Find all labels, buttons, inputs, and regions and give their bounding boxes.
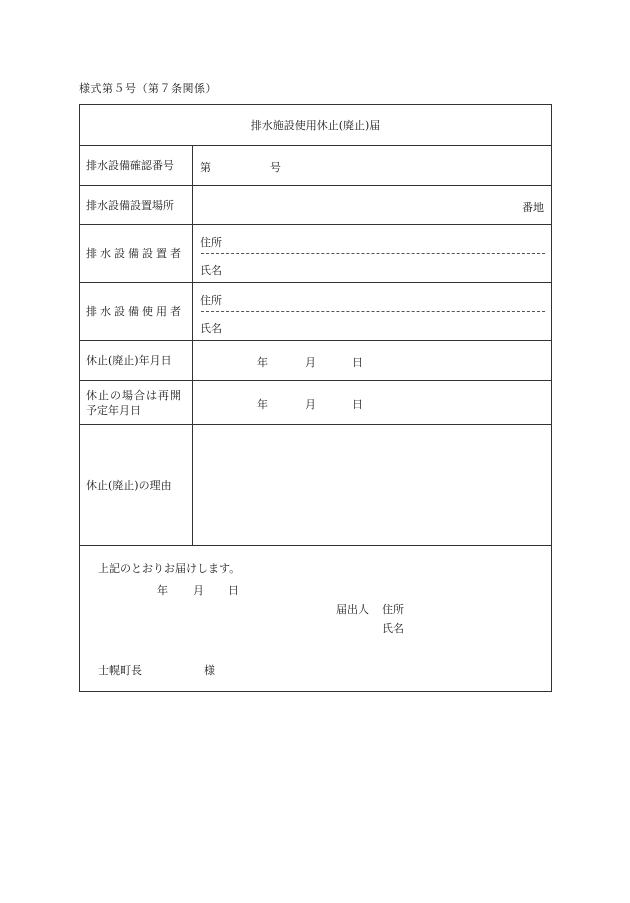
confirmation-number-prefix: 第 [200,161,211,174]
reopen-day: 日 [352,398,363,411]
reopen-year: 年 [257,398,268,411]
suspension-date-row [80,341,551,381]
notice-block [80,546,551,691]
confirmation-number-suffix: 号 [270,161,281,174]
reopen-month: 月 [305,398,316,411]
reason-row [80,425,551,546]
suspension-year: 年 [257,356,268,369]
user-divider [201,311,545,312]
submitter-address-label[interactable]: 住所 [382,603,404,616]
user-label: 排水設備使用者 [80,283,193,340]
installation-place-field[interactable] [193,186,551,224]
installer-field[interactable] [193,225,551,282]
installer-divider [201,253,545,254]
notice-month[interactable]: 月 [193,584,204,597]
confirmation-number-row [80,146,551,186]
notice-statement: 上記のとおりお届けします。 [98,562,241,575]
reopen-date-label [80,381,193,424]
suspension-date-label: 休止(廃止)年月日 [80,341,193,380]
user-field[interactable] [193,283,551,340]
user-name-label: 氏名 [200,322,222,335]
installer-row [80,225,551,283]
form-number: 様式第５号（第７条関係） [79,82,217,95]
reopen-date-row [80,381,551,425]
lot-number-suffix: 番地 [522,201,544,214]
installer-label: 排水設備設置者 [80,225,193,282]
suspension-date-field[interactable] [193,341,551,380]
reopen-date-label-line2: 予定年月日 [86,403,141,417]
confirmation-number-label: 排水設備確認番号 [80,146,193,185]
reason-field[interactable] [193,425,551,545]
installation-place-label: 排水設備設置場所 [80,186,193,224]
reason-label: 休止(廃止)の理由 [80,425,193,545]
addressee-honorific: 様 [204,664,215,677]
notice-year[interactable]: 年 [157,584,168,597]
confirmation-number-field[interactable] [193,146,551,185]
reopen-date-field[interactable] [193,381,551,424]
form-title-row [80,105,551,146]
notice-day[interactable]: 日 [228,584,239,597]
reopen-date-label-line1: 休止の場合は再開 [86,388,182,402]
submitter-label: 届出人 [336,603,369,616]
installer-address-label: 住所 [200,236,222,249]
user-address-label: 住所 [200,294,222,307]
submitter-name-label[interactable]: 氏名 [382,622,404,635]
suspension-day: 日 [352,356,363,369]
notification-form [79,104,552,692]
suspension-month: 月 [305,356,316,369]
form-title: 排水施設使用休止(廃止)届 [250,119,381,132]
addressee: 士幌町長 [98,664,142,677]
installation-place-row [80,186,551,225]
installer-name-label: 氏名 [200,264,222,277]
user-row [80,283,551,341]
